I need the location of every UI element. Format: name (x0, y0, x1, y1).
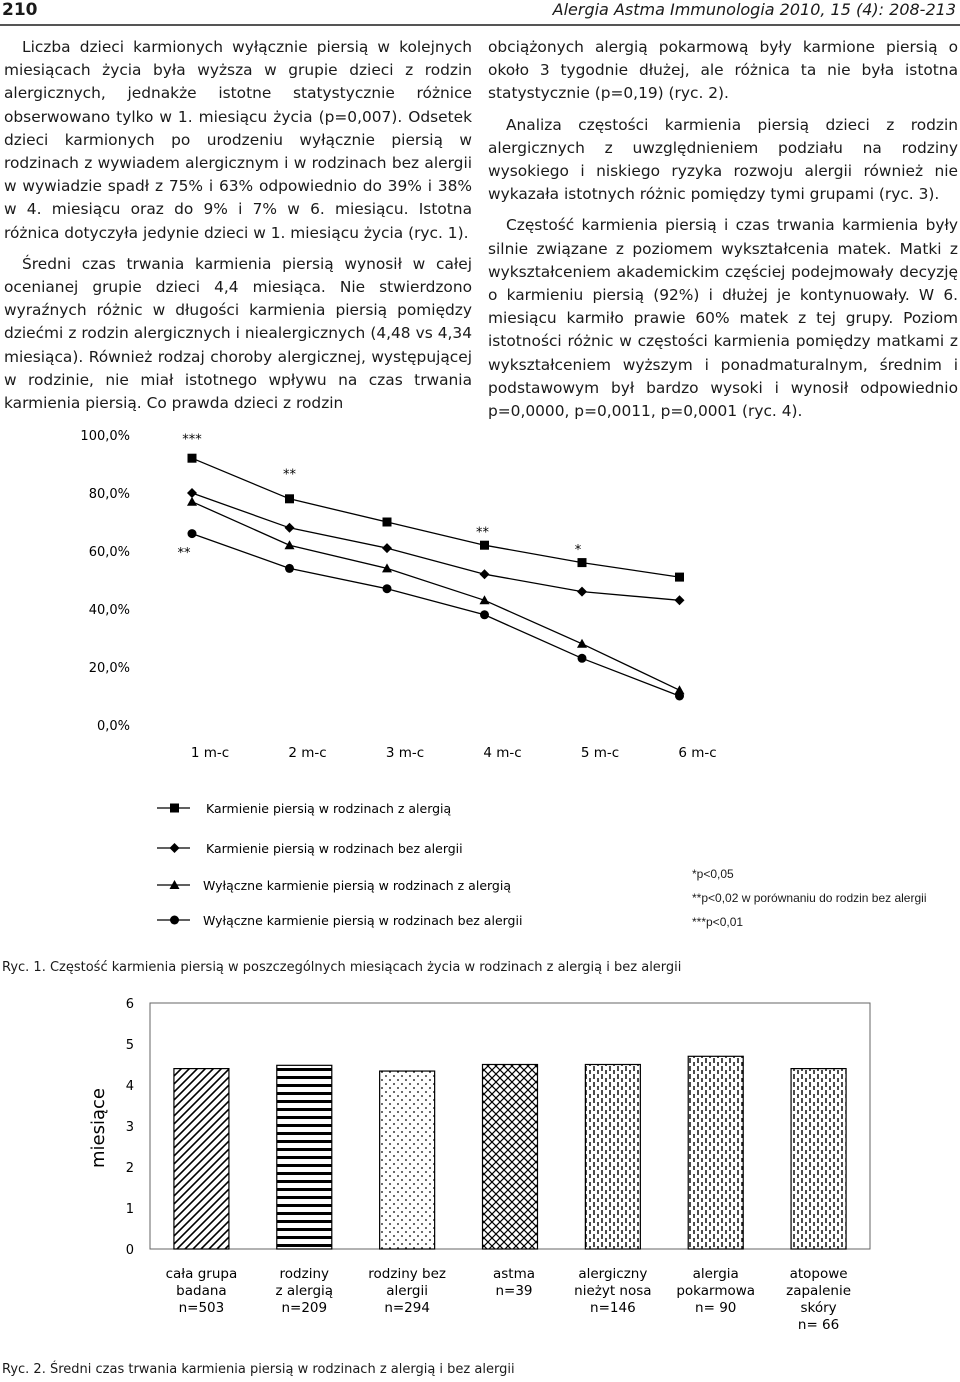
x-tick-label: 6 m-c (678, 745, 717, 761)
figure2-bar-chart (0, 986, 960, 1358)
y-axis-label: miesiące (88, 1088, 109, 1168)
series-line (192, 502, 680, 691)
category-label: rodziny (279, 1266, 330, 1282)
bar (791, 1069, 846, 1249)
y-tick-label: 2 (125, 1161, 134, 1176)
category-label: n= 66 (797, 1317, 840, 1333)
legend-label: Karmienie piersią w rodzinach z alergią (206, 801, 452, 816)
category-label: cała grupa (165, 1266, 238, 1282)
category-label: z alergią (275, 1283, 334, 1299)
right-column (488, 36, 958, 423)
y-tick-label: 0,0% (96, 719, 130, 734)
bar (688, 1056, 743, 1249)
legend-marker (170, 804, 179, 813)
figure1-notes (692, 862, 927, 934)
category-label: skóry (800, 1300, 837, 1316)
left-column (4, 36, 472, 415)
data-point (285, 494, 294, 503)
y-tick-label: 60,0% (88, 545, 130, 560)
note: **p<0,02 w porównaniu do rodzin bez alergii (692, 891, 927, 905)
y-tick-label: 100,0% (80, 429, 130, 444)
category-label: badana (176, 1283, 227, 1299)
data-point (480, 541, 489, 550)
data-point (188, 529, 197, 538)
bar (585, 1065, 640, 1250)
header-rule (0, 24, 960, 26)
significance-mark: * (574, 542, 582, 558)
legend-marker (170, 916, 179, 925)
paragraph: obciążonych alergią pokarmową były karmione piersią o około 3 tygodnie dłużej, ale różnica ta nie była istotna statystycznie (p=0,19) (ryc. 2). (488, 38, 958, 103)
category-label: nieżyt nosa (574, 1283, 652, 1299)
category-label: zapalenie (786, 1283, 852, 1299)
data-point (285, 540, 295, 549)
paragraph: Częstość karmienia piersią i czas trwania karmienia były silnie związane z poziomem wykształcenia matek. Matki z wykształceniem akademickim częściej podejmowały decyzję o karmieniu piersią (92%) i dłużej je kontynuowały. W 6. miesiącu karmiło prawie 60% matek z tej grupy. Poziom istotności różnic w częstości karmienia pomiędzy matkami z wykształceniem wyższym i ponadmaturalnym, średnim i podstawowym był bardzo wysoki i wynosił odpowiednio p=0,0000, p=0,0011, p=0,0001 (ryc. 4). (488, 216, 958, 421)
data-point (187, 497, 197, 506)
category-label: n= 90 (695, 1300, 737, 1316)
data-point (188, 454, 197, 463)
category-label: n=294 (384, 1300, 430, 1316)
data-point (578, 654, 587, 663)
y-tick-label: 40,0% (88, 603, 130, 618)
figure2-caption: Ryc. 2. Średni czas trwania karmienia piersią w rodzinach z alergią i bez alergii (2, 1362, 515, 1377)
category-label: pokarmowa (676, 1283, 756, 1299)
y-tick-label: 0 (125, 1243, 134, 1258)
x-tick-label: 2 m-c (288, 745, 327, 761)
note: ***p<0,01 (692, 915, 744, 929)
bar (483, 1065, 538, 1250)
y-tick-label: 1 (125, 1202, 134, 1217)
category-label: alergia (692, 1266, 739, 1282)
y-tick-label: 3 (125, 1120, 134, 1135)
data-point (383, 518, 392, 527)
figure1-line-chart (0, 418, 960, 938)
x-tick-label: 1 m-c (190, 745, 230, 761)
data-point (383, 584, 392, 593)
figure1-caption: Ryc. 1. Częstość karmienia piersią w poszczególnych miesiącach życia w rodzinach z alergią i bez alergii (2, 960, 682, 975)
category-label: alergiczny (578, 1266, 648, 1282)
data-point (382, 543, 392, 553)
y-tick-label: 5 (125, 1038, 134, 1053)
category-label: rodziny bez (368, 1266, 447, 1282)
paragraph: Liczba dzieci karmionych wyłącznie piersią w kolejnych miesiącach życia była wyższa w grupie dzieci z rodzin alergicznych, jednakże istotne statystycznie różnice obserwowano tylko w 1. miesiącu życia (p=0,007). Odsetek dzieci karmionych po urodzeniu wyłącznie piersią w rodzinach z wywiadem alergicznym i w rodzinach bez alergii w wywiadzie spadł z 75% i 63% odpowiednio do 39% i 38% w 4. miesiącu oraz do 9% i 7% w 6. miesiącu. Istotna różnica dotyczyła jedynie dzieci w 1. miesiącu życia (ryc. 1). (4, 38, 472, 242)
bar (174, 1069, 229, 1249)
bar (277, 1065, 332, 1249)
legend-label: Wyłączne karmienie piersią w rodzinach bez alergii (203, 913, 523, 928)
data-point (285, 564, 294, 573)
category-label: atopowe (789, 1266, 848, 1282)
note: *p<0,05 (692, 867, 734, 881)
data-point (675, 692, 684, 701)
significance-mark: ** (177, 545, 191, 561)
legend-label: Wyłączne karmienie piersią w rodzinach z alergią (203, 878, 511, 893)
y-tick-label: 6 (125, 997, 134, 1012)
legend-label: Karmienie piersią w rodzinach bez alergii (206, 841, 463, 856)
category-label: n=39 (495, 1283, 533, 1299)
category-label: n=146 (590, 1300, 636, 1316)
legend-marker (170, 843, 180, 853)
page-header (0, 0, 960, 24)
data-point (480, 569, 490, 579)
data-point (285, 523, 295, 533)
page-number: 210 (2, 0, 38, 20)
significance-mark: *** (182, 432, 202, 448)
series-line (192, 534, 680, 696)
data-point (675, 573, 684, 582)
y-tick-label: 4 (125, 1079, 134, 1094)
x-tick-label: 4 m-c (483, 745, 522, 761)
paragraph: Średni czas trwania karmienia piersią wynosił w całej ocenianej grupie dzieci 4,4 miesiąca. Nie stwierdzono wyraźnych różnic w długości karmienia piersią pomiędzy dziećmi z rodzin alergicznych i niealergicznych (4,48 vs 4,34 miesiąca). Również rodzaj choroby alergicznej, występującej w rodzinie, nie miał istotnego wpływu na czas trwania karmienia piersią. Co prawda dzieci z rodzin (4, 254, 472, 413)
data-point (480, 610, 489, 619)
y-tick-label: 80,0% (88, 487, 130, 502)
data-point (187, 488, 197, 498)
category-label: alergii (386, 1283, 429, 1299)
x-tick-label: 3 m-c (385, 745, 425, 761)
significance-mark: ** (476, 525, 489, 541)
category-label: n=503 (178, 1300, 225, 1316)
category-label: astma (492, 1266, 536, 1282)
paragraph: Analiza częstości karmienia piersią dzieci z rodzin alergicznych z uwzględnieniem podziału na rodziny wysokiego i niskiego ryzyka rozwoju alergii również nie wykazała istotnych różnic pomiędzy tymi grupami (ryc. 3). (488, 115, 958, 204)
x-tick-label: 5 m-c (580, 745, 620, 761)
journal-citation: Alergia Astma Immunologia 2010, 15 (4): 208-213 (552, 0, 956, 19)
significance-mark: ** (283, 467, 296, 483)
data-point (675, 595, 685, 605)
data-point (577, 587, 587, 597)
y-tick-label: 20,0% (88, 661, 130, 676)
bar (380, 1071, 435, 1249)
category-label: n=209 (281, 1300, 328, 1316)
data-point (577, 639, 587, 648)
data-point (578, 558, 587, 567)
